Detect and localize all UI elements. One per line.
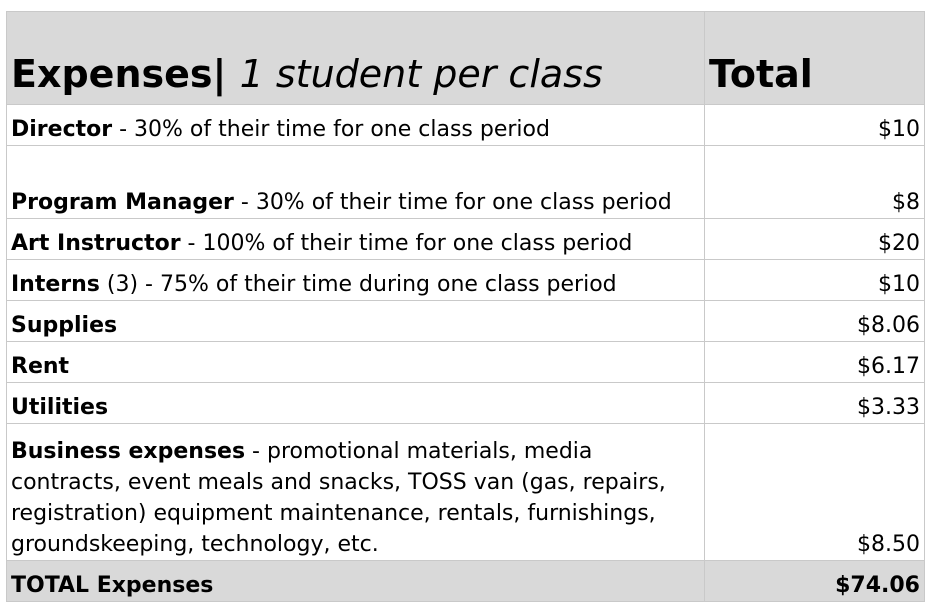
total-column-header: Total — [709, 52, 813, 96]
table-title: Expenses| — [11, 52, 227, 96]
row-amount: $10 — [705, 260, 925, 301]
item-desc: - 30% of their time for one class period — [112, 117, 550, 142]
header-title-cell — [7, 12, 705, 105]
table-row — [7, 383, 925, 424]
item-name: Art Instructor — [11, 231, 181, 256]
row-amount: $8.50 — [705, 424, 925, 561]
item-name: Utilities — [11, 395, 109, 420]
expenses-table — [6, 11, 925, 602]
row-amount: $8.06 — [705, 301, 925, 342]
table-row — [7, 424, 925, 561]
table-row — [7, 342, 925, 383]
table-subtitle: 1 student per class — [239, 52, 603, 96]
table-footer-row — [7, 561, 925, 602]
item-desc: - 30% of their time for one class period — [233, 190, 672, 215]
row-amount: $6.17 — [705, 342, 925, 383]
item-name: Supplies — [11, 313, 118, 338]
row-description — [7, 383, 705, 424]
table-row — [7, 146, 925, 219]
item-name: Director — [11, 117, 113, 142]
row-amount: $10 — [705, 105, 925, 146]
table-row — [7, 301, 925, 342]
item-name: Program Manager — [11, 190, 234, 215]
item-desc: - promotional materials, media contracts, event meals and snacks, TOSS van (gas, repairs, registration) equipment maintenance, rentals, furnishings, groundskeeping, technology, etc. — [11, 439, 666, 557]
item-name: Rent — [11, 354, 70, 379]
header-total-cell — [705, 12, 925, 105]
table-row — [7, 219, 925, 260]
table-header-row — [7, 12, 925, 105]
row-description — [7, 105, 705, 146]
item-desc: - 100% of their time for one class period — [180, 231, 633, 256]
row-description — [7, 424, 705, 561]
row-description — [7, 301, 705, 342]
row-description — [7, 219, 705, 260]
table-row — [7, 105, 925, 146]
row-amount: $3.33 — [705, 383, 925, 424]
row-description — [7, 260, 705, 301]
table-row — [7, 260, 925, 301]
row-amount: $20 — [705, 219, 925, 260]
row-description — [7, 146, 705, 219]
item-name: Interns — [11, 272, 100, 297]
row-amount: $8 — [705, 146, 925, 219]
item-desc: (3) - 75% of their time during one class period — [99, 272, 617, 297]
item-name: Business expenses — [11, 439, 246, 464]
row-description — [7, 342, 705, 383]
total-amount: $74.06 — [705, 561, 925, 602]
total-label: TOTAL Expenses — [7, 561, 705, 602]
